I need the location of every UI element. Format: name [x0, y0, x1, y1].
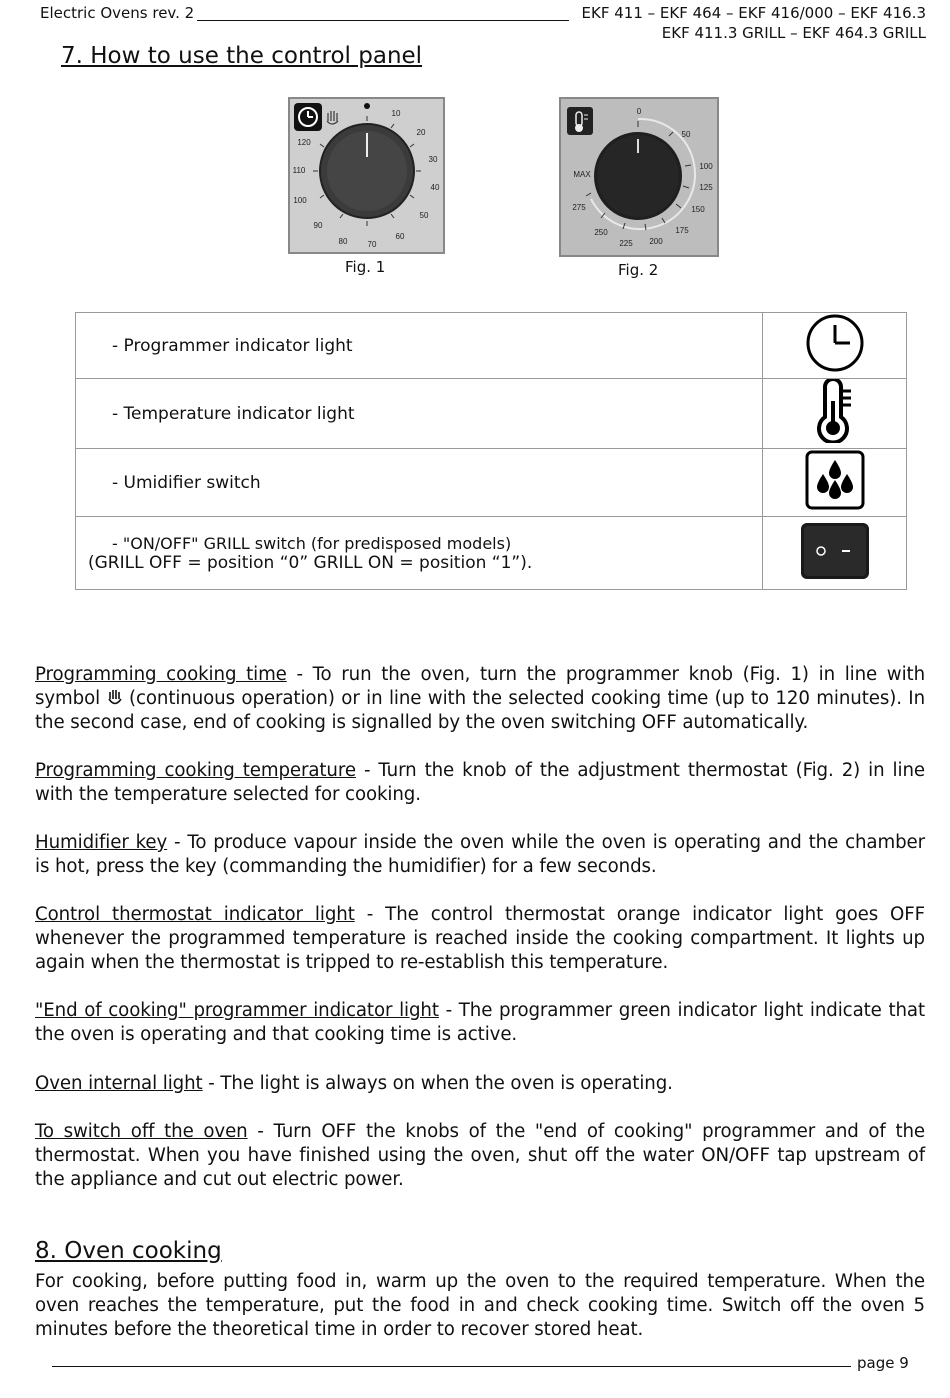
fig2-label-200: 200: [649, 237, 663, 246]
legend-text-grill-line2: (GRILL OFF = position “0” GRILL ON = position “1”).: [88, 552, 533, 573]
paragraph-text: - The programmer green indicator light indicate that the oven is operating and that cooking time is active.: [35, 1000, 925, 1045]
fig1-label-70: 70: [367, 240, 377, 249]
paragraph-end-of-cooking-light: [35, 999, 925, 1047]
table-row: [76, 313, 907, 379]
footer-rule: [52, 1366, 851, 1367]
paragraph-lead: Programming cooking time: [35, 664, 287, 685]
paragraph-programming-temperature: [35, 759, 925, 807]
fig2-label-100: 100: [699, 162, 713, 171]
fig2-label-125: 125: [699, 183, 713, 192]
legend-text-programmer-light: - Programmer indicator light: [76, 313, 763, 379]
fig2-label-175: 175: [675, 226, 689, 235]
fig2-label-50: 50: [681, 130, 691, 139]
clock-icon: [805, 313, 865, 373]
fig1-label-10: 10: [391, 109, 401, 118]
legend-icon-cell: [763, 379, 907, 449]
paragraph-text: - To run the oven, turn the programmer knob (Fig. 1) in line with symbol: [35, 664, 925, 709]
paragraph-lead: Control thermostat indicator light: [35, 904, 355, 925]
figure-1-caption: Fig. 1: [345, 258, 386, 276]
header-models-line2: EKF 411.3 GRILL – EKF 464.3 GRILL: [661, 24, 926, 42]
section-8-title: 8. Oven cooking: [35, 1238, 222, 1264]
header-models-line1: EKF 411 – EKF 464 – EKF 416/000 – EKF 416.3: [581, 4, 926, 22]
fig2-label-max: MAX: [573, 170, 591, 179]
table-row: [76, 379, 907, 449]
paragraph-lead: To switch off the oven: [35, 1121, 248, 1142]
fig1-label-90: 90: [313, 221, 323, 230]
paragraph-text: - To produce vapour inside the oven while the oven is operating and the chamber is hot, press the key (commanding the humidifier) for a few seconds.: [35, 832, 925, 877]
fig2-label-225: 225: [619, 239, 633, 248]
fig1-label-60: 60: [395, 232, 405, 241]
rocker-switch-icon: [799, 521, 871, 581]
fig1-label-40: 40: [430, 183, 440, 192]
legend-icon-cell: [763, 449, 907, 517]
fig1-label-100: 100: [293, 196, 307, 205]
water-drops-icon: [804, 449, 866, 511]
figure-1-programmer-dial: [288, 97, 445, 254]
fig1-label-110: 110: [292, 166, 306, 175]
figure-2-thermostat-dial: [559, 97, 719, 257]
legend-text-humidifier-switch: - Umidifier switch: [76, 449, 763, 517]
paragraph-text: - Turn the knob of the adjustment thermostat (Fig. 2) in line with the temperature selected for cooking.: [35, 760, 925, 805]
paragraph-humidifier-key: [35, 831, 925, 879]
legend-icon-cell: [763, 517, 907, 590]
paragraph-text: - Turn OFF the knobs of the "end of cooking" programmer and of the thermostat. When you have finished using the oven, shut off the water ON/OFF tap upstream of the appliance and cut out electric power.: [35, 1121, 925, 1190]
paragraph-oven-cooking: For cooking, before putting food in, warm up the oven to the required temperature. When the oven reaches the temperature, put the food in and check cooking time. Switch off the oven 5 minutes before the theoretical time in order to recover stored heat.: [35, 1271, 925, 1340]
legend-text-temperature-light: - Temperature indicator light: [76, 379, 763, 449]
fig1-label-80: 80: [338, 237, 348, 246]
fig1-label-120: 120: [297, 138, 311, 147]
control-symbols-table: [75, 312, 907, 590]
paragraph-switch-off: [35, 1120, 925, 1192]
legend-icon-cell: [763, 313, 907, 379]
fig2-label-0: 0: [636, 107, 642, 116]
paragraph-lead: Humidifier key: [35, 832, 168, 853]
fig1-label-50: 50: [419, 211, 429, 220]
legend-text-grill-line1: - "ON/OFF" GRILL switch (for predisposed models): [112, 533, 512, 553]
paragraph-lead: Oven internal light: [35, 1073, 203, 1094]
fig1-label-20: 20: [416, 128, 426, 137]
paragraph-text: - The light is always on when the oven is operating.: [202, 1073, 673, 1094]
fig2-label-250: 250: [594, 228, 608, 237]
paragraph-lead: "End of cooking" programmer indicator light: [35, 1000, 439, 1021]
page-number: page 9: [857, 1354, 909, 1372]
figure-2-caption: Fig. 2: [618, 261, 659, 279]
hand-icon: [107, 688, 123, 706]
legend-text-grill-switch: [76, 517, 763, 590]
paragraph-programming-time: [35, 663, 925, 735]
section-7-title: 7. How to use the control panel: [61, 43, 423, 69]
fig1-label-30: 30: [428, 155, 438, 164]
paragraph-thermostat-light: [35, 903, 925, 975]
paragraph-oven-internal-light: [35, 1072, 925, 1096]
fig2-label-150: 150: [691, 205, 705, 214]
paragraph-text: - The control thermostat orange indicator light goes OFF whenever the programmed temperature is reached inside the cooking compartment. It lights up again when the thermostat is tripped to re-establish this temperature.: [35, 904, 925, 973]
header-document-title: Electric Ovens rev. 2: [40, 4, 195, 22]
header-rule: [197, 20, 569, 21]
table-row: [76, 449, 907, 517]
thermometer-icon: [811, 379, 859, 443]
fig2-label-275: 275: [572, 203, 586, 212]
table-row: [76, 517, 907, 590]
paragraph-lead: Programming cooking temperature: [35, 760, 356, 781]
paragraph-text: (continuous operation) or in line with the selected cooking time (up to 120 minutes). In the second case, end of cooking is signalled by the oven switching OFF automatically.: [35, 688, 926, 733]
